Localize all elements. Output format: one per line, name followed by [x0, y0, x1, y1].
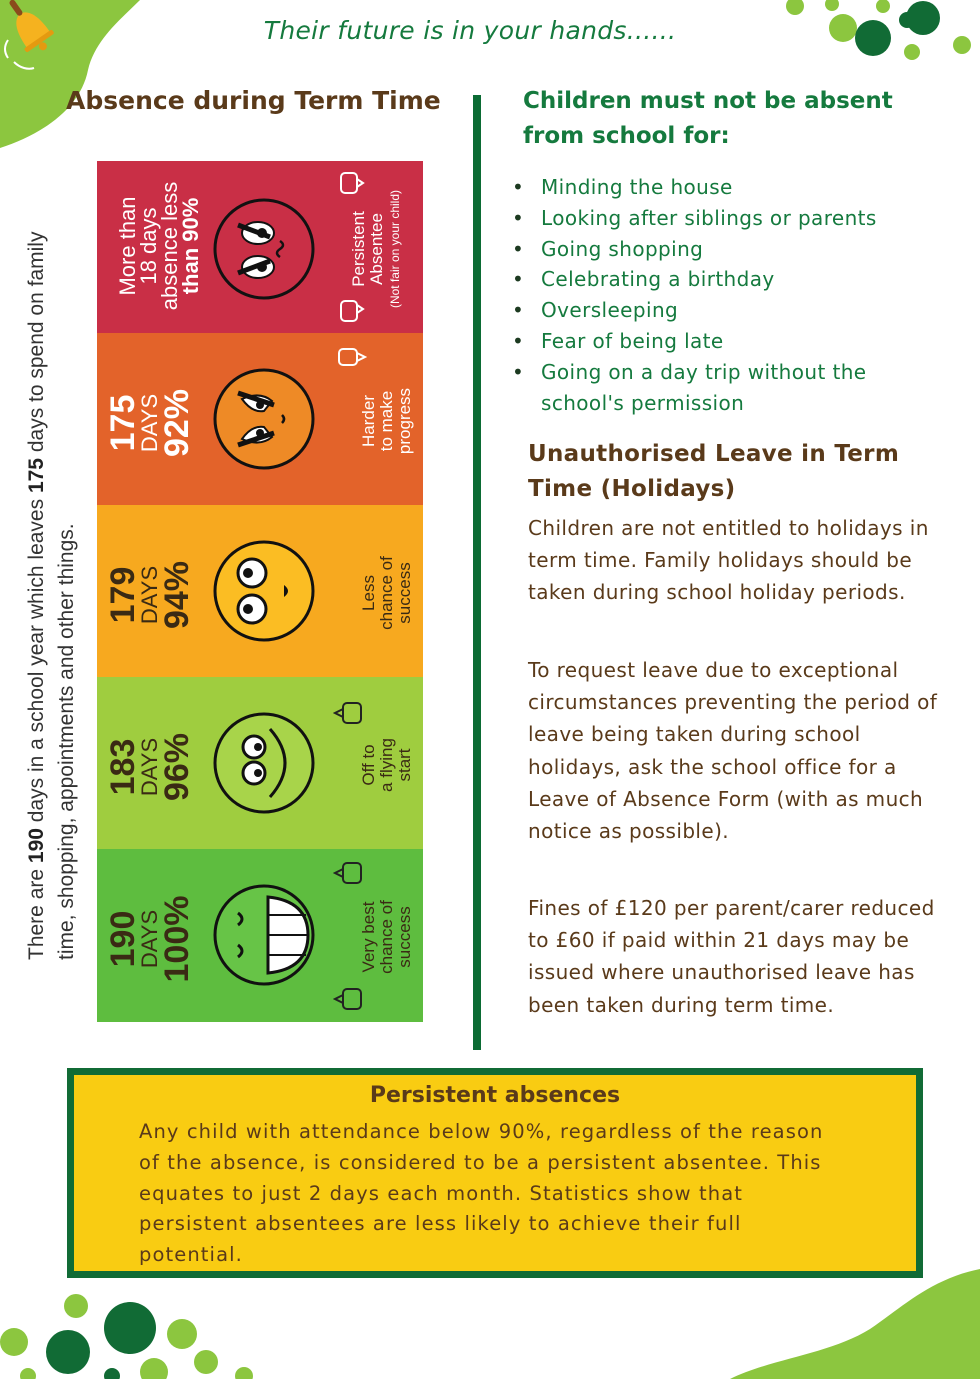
band-5-note — [360, 872, 416, 1002]
band-2-unit: DAYS — [137, 393, 162, 453]
band-2-note-2: to make — [377, 390, 396, 452]
must-not-be-absent-heading: Children must not be absent from school for: — [523, 88, 893, 149]
band-1-stat — [115, 161, 203, 331]
worried-face-icon — [212, 539, 316, 643]
band-3-note-2: chance of — [377, 556, 396, 630]
attendance-chart — [97, 161, 423, 1022]
list-item: • Oversleeping — [512, 295, 952, 326]
grinning-face-icon — [212, 883, 316, 987]
thumbs-down-icon — [335, 169, 367, 201]
list-item: • Fear of being late — [512, 326, 952, 357]
band-1-line1: More than — [115, 196, 140, 296]
band-1-note-3: (Not fair on your child) — [388, 189, 402, 309]
band-5-days: 190 — [104, 910, 142, 968]
band-4-note-1: Off to — [359, 744, 378, 786]
unauthorised-leave-heading: Unauthorised Leave in Term Time (Holidays) — [528, 441, 900, 502]
band-2-note-1: Harder — [359, 395, 378, 447]
band-3-percent: 94% — [158, 560, 196, 630]
angry-face-icon — [212, 197, 316, 301]
thumbs-down-icon-2 — [335, 293, 367, 325]
thumbs-up-icon-2 — [333, 857, 365, 889]
band-1-line4: than 90% — [178, 197, 203, 295]
band-4-unit: DAYS — [137, 737, 162, 797]
thumbs-sideways-icon — [335, 341, 367, 373]
band-1-line3: absence less — [157, 181, 182, 311]
band-3-note-1: Less — [359, 575, 378, 611]
band-100-percent — [97, 849, 423, 1022]
band-4-note-3: start — [395, 748, 414, 782]
band-96-percent — [97, 677, 423, 849]
band-4-note-2: a flying — [377, 738, 396, 792]
list-item: • Celebrating a birthday — [512, 264, 952, 295]
band-3-days: 179 — [104, 566, 142, 624]
persistent-absences-box — [67, 1068, 923, 1278]
persistent-absences-text: Any child with attendance below 90%, regardless of the reason of the absence, is considered to be a persistent absentee. This equates to just 2 days each month. Statistics show that persistent absentees are less likely to achieve their full potential. — [139, 1120, 824, 1267]
absence-heading: Absence during Term Time — [66, 86, 441, 115]
band-5-unit: DAYS — [137, 909, 162, 969]
absence-reasons-list — [512, 172, 952, 418]
band-5-note-1: Very best — [359, 901, 378, 973]
band-2-note — [360, 356, 416, 486]
band-2-percent: 92% — [158, 388, 196, 458]
thumbs-up-icon-3 — [333, 983, 365, 1015]
caption-days-left: 175 — [25, 458, 48, 494]
list-item: • Going on a day trip without the school's permission — [512, 357, 952, 419]
band-5-note-3: success — [395, 906, 414, 968]
decorative-dots-bottom — [0, 1290, 270, 1379]
caption-text-2: days in a school year which leaves — [25, 493, 48, 829]
band-2-days: 175 — [104, 394, 142, 452]
band-94-percent — [97, 505, 423, 677]
thumbs-up-icon — [333, 697, 365, 729]
caption-text-1: There are — [25, 863, 48, 960]
band-5-note-2: chance of — [377, 900, 396, 974]
persistent-absences-title: Persistent absences — [369, 1083, 621, 1108]
band-4-stat — [104, 697, 196, 837]
band-3-stat — [104, 525, 196, 665]
column-divider — [473, 95, 481, 1050]
cross-face-icon — [212, 367, 316, 471]
band-2-stat — [104, 353, 196, 493]
caption-days-total: 190 — [25, 828, 48, 864]
unauthorised-paragraph-3: Fines of £120 per parent/carer reduced to £60 if paid within 21 days may be issued where unauthorised leave has been taken during term time. — [528, 896, 935, 1017]
list-item: • Minding the house — [512, 172, 952, 203]
tagline: Their future is in your hands...... — [263, 16, 677, 45]
band-3-unit: DAYS — [137, 565, 162, 625]
corner-blob-bottom-right — [730, 1269, 980, 1379]
school-year-caption — [22, 200, 82, 960]
smiling-face-icon — [212, 711, 316, 815]
band-1-note-1: Persistent — [349, 211, 368, 287]
band-2-note-3: progress — [395, 387, 414, 455]
band-1-line2: 18 days — [136, 207, 161, 285]
unauthorised-paragraph-1: Children are not entitled to holidays in term time. Family holidays should be taken during school holiday periods. — [528, 516, 929, 605]
band-4-days: 183 — [104, 738, 142, 796]
band-4-percent: 96% — [158, 732, 196, 802]
band-5-stat — [104, 869, 196, 1009]
list-item: • Going shopping — [512, 234, 952, 265]
band-5-percent: 100% — [158, 895, 196, 983]
band-3-note — [360, 528, 416, 658]
caption-text-3: days to spend on family time, shopping, appointments and other things. — [25, 231, 78, 960]
band-1-note-2: Absentee — [367, 213, 386, 285]
band-92-percent — [97, 333, 423, 505]
band-4-note — [360, 700, 416, 830]
band-3-note-3: success — [395, 562, 414, 624]
band-persistent-absentee — [97, 161, 423, 333]
list-item: • Looking after siblings or parents — [512, 203, 952, 234]
unauthorised-paragraph-2: To request leave due to exceptional circumstances preventing the period of leave being taken during school holidays, ask the school office for a Leave of Absence Form (with as much notice as possible). — [528, 658, 938, 844]
